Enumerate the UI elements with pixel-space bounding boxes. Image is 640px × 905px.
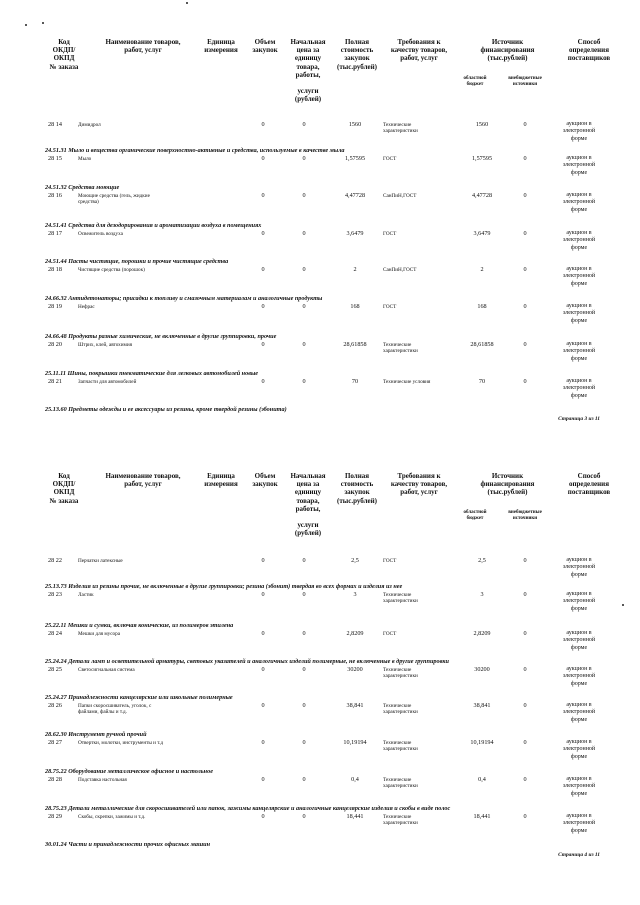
row-procurement-method: аукцион в электронной форме: [562, 702, 596, 723]
row-procurement-method: аукцион в электронной форме: [562, 739, 596, 760]
row-source-offbudget: 0: [523, 702, 527, 709]
row-volume: 0: [261, 121, 265, 128]
page-number: Страница 3 из 11: [558, 416, 600, 422]
row-full-cost: 3: [353, 591, 357, 598]
row-item-name: Мыло: [78, 156, 92, 162]
row-source-offbudget: 0: [523, 776, 527, 783]
row-procurement-method: аукцион в электронной форме: [562, 666, 596, 687]
row-item-name: Нефрас: [78, 304, 95, 310]
category-heading: 28.75.23 Детали металлические для скоросшивателей или папок, зажимы канцелярские и аналогичные канцелярские изделия и скобы в виде полос: [45, 805, 451, 812]
category-heading: 24.66.48 Продукты разные химические, не включенные в другие группировки, прочие: [45, 333, 277, 340]
row-volume: 0: [261, 230, 265, 237]
row-source-offbudget: 0: [523, 121, 527, 128]
row-requirements: ГОСТ: [383, 631, 397, 637]
row-source-offbudget: 0: [523, 630, 527, 637]
row-source-regional: 4,47728: [471, 192, 493, 199]
row-source-offbudget: 0: [523, 739, 527, 746]
row-procurement-method: аукцион в электронной форме: [562, 266, 596, 287]
column-header-method: Способ определения поставщиков: [567, 38, 611, 63]
column-header-code: Код ОКДП/ ОКПД № заказа: [49, 472, 79, 505]
row-item-name: Мешки для мусора: [78, 631, 121, 637]
row-full-cost: 1560: [348, 121, 362, 128]
row-start-price: 0: [302, 155, 306, 162]
row-start-price: 0: [302, 630, 306, 637]
category-heading: 25.22.11 Мешки и сумки, включая конические, из полимеров этилена: [45, 622, 234, 629]
row-code: 28 18: [48, 266, 62, 273]
row-requirements: СанПиН,ГОСТ: [383, 267, 417, 273]
row-start-price: 0: [302, 666, 306, 673]
row-code: 28 21: [48, 378, 62, 385]
row-source-offbudget: 0: [523, 192, 527, 199]
row-code: 28 22: [48, 557, 62, 564]
row-requirements: Технические характеристики: [383, 777, 418, 789]
row-volume: 0: [261, 702, 265, 709]
row-item-name: Ластик: [78, 592, 94, 598]
row-source-offbudget: 0: [523, 303, 527, 310]
row-volume: 0: [261, 739, 265, 746]
row-item-name: Штрих, клей, автохимия: [78, 342, 133, 348]
row-requirements: Технические характеристики: [383, 740, 418, 752]
row-procurement-method: аукцион в электронной форме: [562, 121, 596, 142]
row-start-price: 0: [302, 557, 306, 564]
row-code: 28 17: [48, 230, 62, 237]
category-heading: 25.24.27 Принадлежности канцелярские или школьные полимерные: [45, 694, 233, 701]
row-source-regional: 18,441: [473, 813, 491, 820]
row-source-offbudget: 0: [523, 155, 527, 162]
row-code: 28 15: [48, 155, 62, 162]
row-requirements: Технические характеристики: [383, 814, 418, 826]
category-heading: 25.13.60 Предметы одежды и ее аксессуары из резины, кроме твердой резины (эбонита): [45, 406, 287, 413]
row-start-price: 0: [302, 813, 306, 820]
row-volume: 0: [261, 303, 265, 310]
page-number: Страница 4 из 11: [558, 852, 600, 858]
column-header-requirements: Требования к качеству товаров, работ, услуг: [390, 38, 448, 63]
row-requirements: СанПиН,ГОСТ: [383, 193, 417, 199]
row-item-name: Перчатки латексные: [78, 558, 123, 564]
row-start-price: 0: [302, 303, 306, 310]
row-item-name: Подставка настольная: [78, 777, 127, 783]
row-start-price: 0: [302, 591, 306, 598]
column-header-source-regional: областной бюджет: [463, 76, 487, 87]
row-start-price: 0: [302, 702, 306, 709]
row-item-name: Скобы, скрепки, зажимы и т.д.: [78, 814, 146, 820]
row-item-name: Папки скоросшиватель, уголок, с файлами, файлы и т.д.: [78, 703, 152, 715]
row-procurement-method: аукцион в электронной форме: [562, 630, 596, 651]
row-requirements: ГОСТ: [383, 304, 397, 310]
row-source-offbudget: 0: [523, 591, 527, 598]
row-source-offbudget: 0: [523, 230, 527, 237]
row-start-price: 0: [302, 230, 306, 237]
row-procurement-method: аукцион в электронной форме: [562, 192, 596, 213]
column-header-method: Способ определения поставщиков: [567, 472, 611, 497]
column-header-volume: Объем закупок: [252, 38, 278, 55]
row-requirements: ГОСТ: [383, 558, 397, 564]
row-start-price: 0: [302, 341, 306, 348]
row-source-offbudget: 0: [523, 666, 527, 673]
row-procurement-method: аукцион в электронной форме: [562, 155, 596, 176]
category-heading: 30.01.24 Части и принадлежности прочих офисных машин: [45, 841, 211, 848]
row-full-cost: 18,441: [346, 813, 364, 820]
row-code: 28 16: [48, 192, 62, 199]
row-full-cost: 168: [350, 303, 360, 310]
row-full-cost: 2: [353, 266, 357, 273]
row-procurement-method: аукцион в электронной форме: [562, 557, 596, 578]
row-requirements: Технические характеристики: [383, 667, 418, 679]
row-source-regional: 28,61858: [470, 341, 494, 348]
row-procurement-method: аукцион в электронной форме: [562, 813, 596, 834]
row-full-cost: 28,61858: [343, 341, 367, 348]
column-header-name: Наименование товаров, работ, услуг: [105, 472, 181, 489]
scan-speck: [25, 24, 27, 26]
category-heading: 24.51.32 Средства моющие: [45, 184, 120, 191]
column-header-start-price: Начальная цена за единицу товара, работы, услуги (рублей): [290, 38, 326, 104]
column-header-source-offbudget: внебюджетные источники: [508, 76, 542, 87]
row-source-offbudget: 0: [523, 341, 527, 348]
row-volume: 0: [261, 155, 265, 162]
category-heading: 24.51.41 Средства для дезодорирования и ароматизации воздуха в помещениях: [45, 222, 262, 229]
row-procurement-method: аукцион в электронной форме: [562, 303, 596, 324]
row-volume: 0: [261, 341, 265, 348]
row-requirements: Технические характеристики: [383, 122, 418, 134]
row-full-cost: 38,841: [346, 702, 364, 709]
column-header-source-offbudget: внебюджетные источники: [508, 510, 542, 521]
category-heading: 25.13.73 Изделия из резины прочие, не включенные в другие группировки; резина (эбонит) твердая во всех формах и изделия из нее: [45, 583, 403, 590]
column-header-volume: Объем закупок: [252, 472, 278, 489]
row-volume: 0: [261, 192, 265, 199]
column-header-unit: Единица измерения: [204, 472, 238, 489]
row-full-cost: 0,4: [351, 776, 359, 783]
row-source-regional: 10,19194: [470, 739, 494, 746]
row-requirements: ГОСТ: [383, 231, 397, 237]
category-heading: 28.75.22 Оборудование металлическое офисное и настольное: [45, 768, 213, 775]
row-start-price: 0: [302, 266, 306, 273]
row-requirements: Технические характеристики: [383, 703, 418, 715]
row-volume: 0: [261, 591, 265, 598]
row-item-name: Светосигнальная система: [78, 667, 135, 673]
row-volume: 0: [261, 378, 265, 385]
row-source-regional: 2: [480, 266, 484, 273]
row-source-regional: 38,841: [473, 702, 491, 709]
scan-speck: [42, 22, 44, 24]
row-procurement-method: аукцион в электронной форме: [562, 591, 596, 612]
row-source-regional: 1,57595: [471, 155, 493, 162]
row-source-regional: 70: [478, 378, 486, 385]
row-procurement-method: аукцион в электронной форме: [562, 776, 596, 797]
row-item-name: Димидрол: [78, 122, 101, 128]
row-volume: 0: [261, 630, 265, 637]
row-requirements: Технические характеристики: [383, 592, 418, 604]
row-procurement-method: аукцион в электронной форме: [562, 230, 596, 251]
row-code: 28 27: [48, 739, 62, 746]
row-full-cost: 30200: [347, 666, 363, 673]
row-code: 28 14: [48, 121, 62, 128]
column-header-code: Код ОКДП/ ОКПД № заказа: [49, 38, 79, 71]
row-item-name: Чистящие средства (порошок): [78, 267, 145, 273]
row-full-cost: 10,19194: [343, 739, 367, 746]
row-code: 28 19: [48, 303, 62, 310]
row-full-cost: 3,6479: [346, 230, 364, 237]
category-heading: 28.62.30 Инструмент ручной прочий: [45, 731, 147, 738]
row-start-price: 0: [302, 739, 306, 746]
row-code: 28 29: [48, 813, 62, 820]
category-heading: 24.51.31 Мыло и вещества органические поверхностно-активные и средства, используемые в качестве мыла: [45, 147, 345, 154]
row-volume: 0: [261, 776, 265, 783]
column-header-full-cost: Полная стоимость закупок (тыс.рублей): [336, 38, 378, 71]
row-item-name: Отвертки, молотки, инструменты и т.д: [78, 740, 164, 746]
row-source-regional: 3,6479: [473, 230, 491, 237]
row-code: 28 26: [48, 702, 62, 709]
row-start-price: 0: [302, 378, 306, 385]
row-source-offbudget: 0: [523, 266, 527, 273]
row-requirements: Технические характеристики: [383, 342, 418, 354]
row-code: 28 23: [48, 591, 62, 598]
row-requirements: Технические условия: [383, 379, 431, 385]
row-full-cost: 2,5: [351, 557, 359, 564]
row-full-cost: 70: [351, 378, 359, 385]
column-header-source: Источник финансирования (тыс.рублей): [480, 38, 535, 63]
row-full-cost: 2,8209: [346, 630, 364, 637]
row-start-price: 0: [302, 776, 306, 783]
row-source-regional: 3: [480, 591, 484, 598]
row-code: 28 20: [48, 341, 62, 348]
column-header-source-regional: областной бюджет: [463, 510, 487, 521]
column-header-start-price: Начальная цена за единицу товара, работы, услуги (рублей): [290, 472, 326, 538]
row-volume: 0: [261, 813, 265, 820]
row-source-regional: 168: [477, 303, 487, 310]
row-item-name: Запчасти для автомобилей: [78, 379, 137, 385]
row-code: 28 24: [48, 630, 62, 637]
column-header-requirements: Требования к качеству товаров, работ, услуг: [390, 472, 448, 497]
row-volume: 0: [261, 666, 265, 673]
column-header-source: Источник финансирования (тыс.рублей): [480, 472, 535, 497]
row-source-regional: 0,4: [478, 776, 486, 783]
row-requirements: ГОСТ: [383, 156, 397, 162]
row-source-regional: 2,8209: [473, 630, 491, 637]
row-start-price: 0: [302, 121, 306, 128]
column-header-unit: Единица измерения: [204, 38, 238, 55]
row-source-offbudget: 0: [523, 813, 527, 820]
row-full-cost: 1,57595: [344, 155, 366, 162]
category-heading: 25.11.11 Шины, покрышки пневматические для легковых автомобилей новые: [45, 370, 259, 377]
row-procurement-method: аукцион в электронной форме: [562, 378, 596, 399]
row-source-regional: 2,5: [478, 557, 486, 564]
row-source-regional: 1560: [475, 121, 489, 128]
row-source-offbudget: 0: [523, 378, 527, 385]
category-heading: 24.66.32 Антидетонаторы; присадки к топливу и смазочным материалам и аналогичные продукты: [45, 295, 323, 302]
column-header-name: Наименование товаров, работ, услуг: [105, 38, 181, 55]
row-volume: 0: [261, 557, 265, 564]
row-volume: 0: [261, 266, 265, 273]
scan-speck: [186, 2, 188, 4]
row-start-price: 0: [302, 192, 306, 199]
row-item-name: Освежитель воздуха: [78, 231, 123, 237]
category-heading: 24.51.44 Пасты чистящие, порошки и прочие чистящие средства: [45, 258, 229, 265]
scan-speck: [622, 604, 624, 606]
row-procurement-method: аукцион в электронной форме: [562, 341, 596, 362]
row-item-name: Моющие средства (гель, жидкие средства): [78, 193, 150, 205]
row-source-offbudget: 0: [523, 557, 527, 564]
row-code: 28 25: [48, 666, 62, 673]
column-header-full-cost: Полная стоимость закупок (тыс.рублей): [336, 472, 378, 505]
row-source-regional: 30200: [474, 666, 490, 673]
row-code: 28 28: [48, 776, 62, 783]
row-full-cost: 4,47728: [344, 192, 366, 199]
category-heading: 25.24.24 Детали ламп и осветительной арматуры, световых указателей и аналогичных изделий полимерные, не включенные в другие группировки: [45, 658, 449, 665]
